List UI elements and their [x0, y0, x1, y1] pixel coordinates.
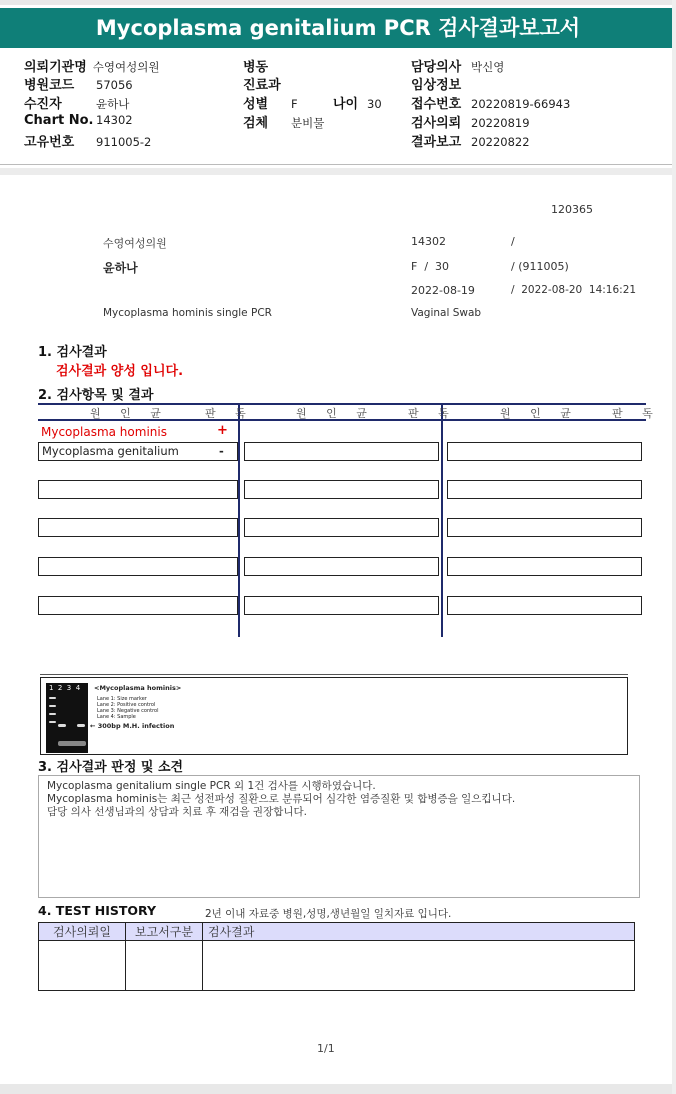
- summary-code: 120365: [551, 203, 593, 216]
- label-clinical-info: 임상정보: [411, 78, 462, 93]
- label-report-date: 결과보고: [411, 135, 462, 150]
- item-judge-genitalium: -: [219, 444, 224, 458]
- value-unique-no: 911005-2: [96, 135, 152, 149]
- gel-title: <Mycoplasma hominis>: [94, 684, 182, 692]
- opinion-line: Mycoplasma hominis는 최근 성전파성 질환으로 분류되어 심각한 염증질환 및 합병증을 일으킵니다.: [47, 793, 516, 805]
- label-ward: 병동: [243, 60, 269, 75]
- label-specimen: 검체: [243, 116, 269, 131]
- section2-title: 2. 검사항목 및 결과: [38, 388, 154, 403]
- label-unique-no: 고유번호: [24, 135, 75, 150]
- col-header-organism-1: 원 인 균: [90, 407, 169, 420]
- empty-result-box: [244, 596, 439, 615]
- summary-chart: 14302: [411, 235, 446, 248]
- column-divider-1: [238, 403, 240, 637]
- label-request-date: 검사의뢰: [411, 116, 462, 131]
- empty-result-box: [447, 442, 642, 461]
- label-age: 나이: [333, 97, 359, 112]
- col-header-organism-2: 원 인 균: [296, 407, 375, 420]
- label-dept: 진료과: [243, 78, 281, 93]
- opinion-box: [38, 775, 640, 898]
- history-header-result: 검사결과: [203, 923, 635, 941]
- empty-result-box: [447, 480, 642, 499]
- header-mid: [243, 56, 403, 131]
- gel-legend-line: Lane 1: Size marker: [97, 696, 147, 702]
- column-divider-2: [441, 403, 443, 637]
- label-hospital-code: 병원코드: [24, 78, 75, 93]
- summary-test-name: Mycoplasma hominis single PCR: [103, 307, 272, 319]
- history-header-report-type: 보고서구분: [126, 923, 203, 941]
- value-hospital-code: 57056: [96, 78, 133, 92]
- header-left: [24, 56, 234, 150]
- bottom-edge: [0, 1084, 676, 1094]
- label-doctor: 담당의사: [411, 60, 462, 75]
- empty-result-box: [244, 442, 439, 461]
- item-name-genitalium: Mycoplasma genitalium: [42, 444, 179, 458]
- col-header-judge-1: 판 독: [205, 407, 254, 420]
- label-clinic: 의뢰기관명: [24, 60, 87, 75]
- summary-sex-age: F / 30: [411, 260, 450, 273]
- label-chart-no: Chart No.: [24, 113, 94, 128]
- empty-result-box: [244, 557, 439, 576]
- item-name-hominis: Mycoplasma hominis: [41, 425, 167, 439]
- empty-result-box: [447, 518, 642, 537]
- empty-result-box: [244, 480, 439, 499]
- history-header-request-date: 검사의뢰일: [39, 923, 126, 941]
- label-patient: 수진자: [24, 97, 62, 112]
- result-positive: 검사결과 양성 입니다.: [56, 364, 184, 379]
- summary-date-received: 2022-08-19: [411, 284, 475, 297]
- history-note: 2년 이내 자료중 병원,성명,생년월일 일치자료 입니다.: [205, 908, 452, 920]
- value-sex: F: [291, 97, 298, 111]
- marker-band: [49, 705, 56, 707]
- section3-title: 3. 검사결과 판정 및 소견: [38, 760, 184, 775]
- value-receipt-no: 20220819-66943: [471, 97, 571, 111]
- value-specimen: 분비물: [291, 116, 325, 130]
- value-patient: 윤하나: [96, 97, 130, 111]
- gel-lane-numbers: 1 2 3 4: [49, 684, 81, 692]
- section4-title: 4. TEST HISTORY: [38, 903, 157, 918]
- col-header-organism-3: 원 인 균: [500, 407, 579, 420]
- marker-band: [49, 721, 56, 723]
- col-header-judge-2: 판 독: [408, 407, 457, 420]
- gel-legend-line: Lane 3: Negative control: [97, 708, 159, 714]
- history-cell: [126, 941, 203, 991]
- value-doctor: 박신영: [471, 60, 505, 74]
- value-report-date: 20220822: [471, 135, 530, 149]
- gel-band-label: ← 300bp M.H. infection: [90, 722, 175, 730]
- value-request-date: 20220819: [471, 116, 530, 130]
- history-cell: [39, 941, 126, 991]
- empty-result-box: [38, 518, 238, 537]
- gel-legend-line: Lane 2: Positive control: [97, 702, 156, 708]
- primer-band: [58, 741, 86, 746]
- col-header-judge-3: 판 독: [612, 407, 661, 420]
- positive-band: [58, 724, 66, 727]
- empty-result-box: [447, 557, 642, 576]
- gel-image: [46, 683, 88, 753]
- item-judge-hominis: +: [217, 423, 228, 438]
- summary-date-reported: / 2022-08-20 14:16:21: [511, 284, 637, 296]
- empty-result-box: [38, 557, 238, 576]
- value-age: 30: [367, 97, 382, 111]
- summary-id: / (911005): [511, 260, 569, 273]
- gel-legend-line: Lane 4: Sample: [97, 714, 136, 720]
- item-row-genitalium: [38, 442, 238, 461]
- history-table: [38, 922, 635, 991]
- summary-patient: 윤하나: [103, 261, 138, 275]
- value-chart-no: 14302: [96, 113, 133, 127]
- marker-band: [49, 697, 56, 699]
- empty-result-box: [38, 480, 238, 499]
- label-sex: 성별: [243, 97, 269, 112]
- section1-title: 1. 검사결과: [38, 345, 107, 360]
- summary-clinic: 수영여성의원: [103, 237, 167, 250]
- value-clinic: 수영여성의원: [92, 60, 160, 74]
- page-gap: [0, 168, 676, 175]
- gel-legend: [97, 696, 159, 720]
- summary-slash: /: [511, 235, 515, 248]
- empty-result-box: [38, 596, 238, 615]
- gel-band-text: 300bp M.H. infection: [97, 722, 175, 730]
- summary-specimen: Vaginal Swab: [411, 307, 482, 319]
- history-cell: [203, 941, 635, 991]
- empty-result-box: [244, 518, 439, 537]
- sample-band: [77, 724, 85, 727]
- header-right: [411, 56, 661, 150]
- page-number: 1/1: [317, 1042, 335, 1055]
- right-scroll-edge: [672, 0, 676, 1094]
- report-title: Mycoplasma genitalium PCR 검사결과보고서: [0, 8, 676, 48]
- label-receipt-no: 접수번호: [411, 97, 462, 112]
- gel-top-rule: [40, 674, 628, 675]
- top-edge: [0, 0, 676, 5]
- opinion-line: 담당 의사 선생님과의 상담과 치료 후 재검을 권장합니다.: [47, 806, 307, 818]
- empty-result-box: [447, 596, 642, 615]
- header-divider: [0, 164, 676, 165]
- marker-band: [49, 713, 56, 715]
- opinion-line: Mycoplasma genitalium single PCR 외 1건 검사를 시행하였습니다.: [47, 780, 376, 792]
